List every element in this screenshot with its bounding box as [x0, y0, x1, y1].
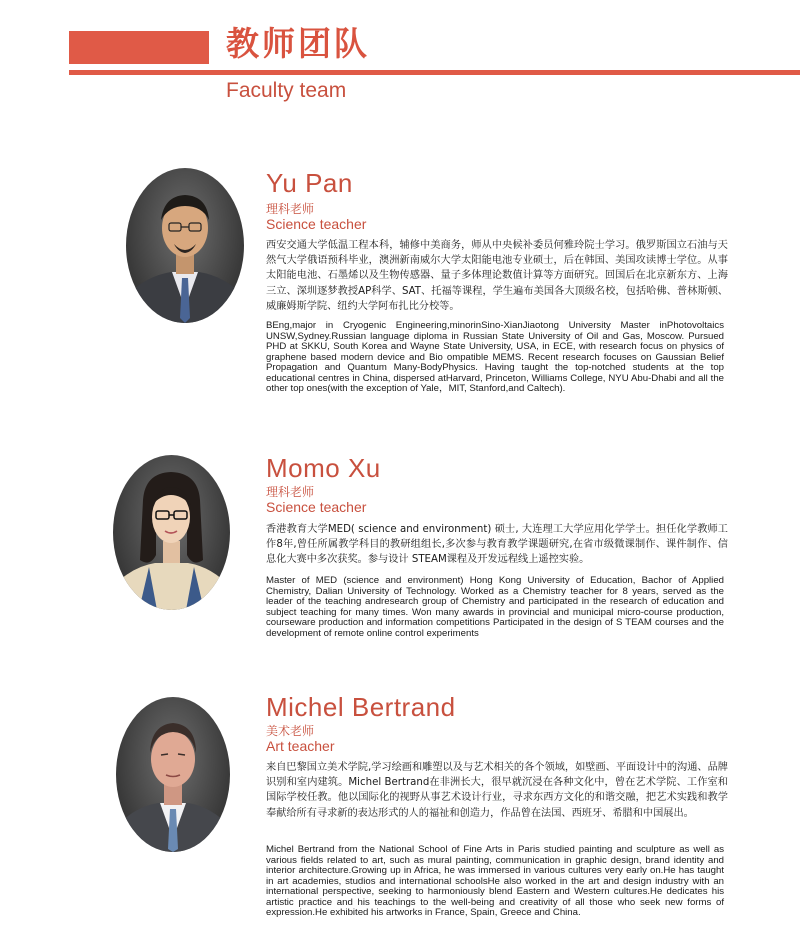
teacher-role-en: Science teacher [266, 499, 367, 515]
teacher-portrait [126, 168, 244, 323]
header-divider [69, 70, 800, 75]
teacher-bio-en: Master of MED (science and environment) Hong Kong University of Education, Bachor of Applied Chemistry, Dalian University of Technology. Worked as a Chemistry teacher for 8 years, served as the leader of the teaching andresearch group of Chemistry and participated in the research of education and subject teaching for many times. Won many awards in provincial and municipal micro-course production, courseware production and information competitions Participated in the design of S TEAM courses and the development of remote online control experiments [266, 575, 724, 639]
teacher-portrait [113, 455, 230, 610]
teacher-bio-cn: 来自巴黎国立美术学院,学习绘画和雕塑以及与艺术相关的各个领域，如壁画、平面设计中的沟通、品牌识别和室内建筑。Michel Bertrand在非洲长大，很早就沉浸在各种文化中，曾在艺术学院、工作室和国际学校任教。他以国际化的视野从事艺术设计行业，寻求东西方文化的和谐交融，把艺术实践和教学奉献给所有寻求新的表达形式的人的福祉和创造力，作品曾在法国、西班牙、希腊和中国展出。 [266, 762, 728, 819]
teacher-name: Michel Bertrand [266, 692, 456, 722]
header-accent-bar [69, 31, 209, 64]
teacher-name: Momo Xu [266, 453, 381, 483]
teacher-role-cn: 理科老师 [266, 202, 315, 216]
teacher-bio-en: BEng,major in Cryogenic Engineering,minorinSino-XianJiaotong University Master inPhotovoltaics UNSW,Sydney.Russian language diploma in Russian State University of Oil and Gas, Moscow. Pursued PHD at SKKU, South Korea and Wayne State University, USA, in ECE, with research focus on physics of graphene based modern device and Bio ompatible MEMS. Recent research focuses on Gaussian Belief Propagation and Quantum Many-BodyPhysics. Having taught the top-notched students at the top educational centres in China, dispersed atHarvard, Princeton, Williams College, NYU Abu-Dhabi and all the other top ones(with the exception of Yale，MIT, Stanford,and Caltech). [266, 320, 724, 394]
teacher-name: Yu Pan [266, 168, 353, 198]
teacher-bio-en: Michel Bertrand from the National School of Fine Arts in Paris studied painting and sculpture as well as various fields related to art, such as mural painting, communication in graphic design, brand identity and interior architecture.Growing up in Africa, he was immersed in various cultures very early on.He has taught in art academies, studios and international schoolsHe also worked in the art and design industry with an international perspective, seeking to harmoniously blend Eastern and Western cultures.He dedicates his artistic practice and his teachings to the well-being and creativity of all those who seek new forms of expression.He exhibited his artworks in France, Spain, Greece and China. [266, 844, 724, 918]
page-subtitle: Faculty team [226, 79, 347, 102]
teacher-role-en: Science teacher [266, 216, 367, 232]
teacher-portrait [116, 697, 230, 852]
teacher-role-cn: 美术老师 [266, 724, 315, 738]
teacher-role-en: Art teacher [266, 738, 335, 754]
teacher-bio-cn: 香港教育大学MED( science and environment) 硕士, 大连理工大学应用化学学士。担任化学教师工作8年,曾任所属教学科目的教研组组长,多次参与教育教学课题研究,在省市级微课制作、课件制作、信息化大赛中多次获奖。参与设计 STEAM课程及开发远程线上遥控实验。 [266, 524, 728, 566]
page-title: 教师团队 [226, 24, 370, 63]
teacher-role-cn: 理科老师 [266, 485, 315, 499]
teacher-bio-cn: 西安交通大学低温工程本科，辅修中美商务，师从中央候补委员何雅玲院士学习。俄罗斯国立石油与天然气大学俄语预科毕业，澳洲新南威尔大学太阳能电池专业硕士，后在韩国、美国攻读博士学位。从事太阳能电池、石墨烯以及生物传感器、量子多体理论数值计算等方面研究。回国后在北京新东方、上海三立、深圳逐梦教授AP科学、SAT、托福等课程，学生遍布美国各大顶级名校，包括哈佛、普林斯顿、威廉姆斯学院、纽约大学阿布扎比分校等。 [266, 240, 728, 312]
